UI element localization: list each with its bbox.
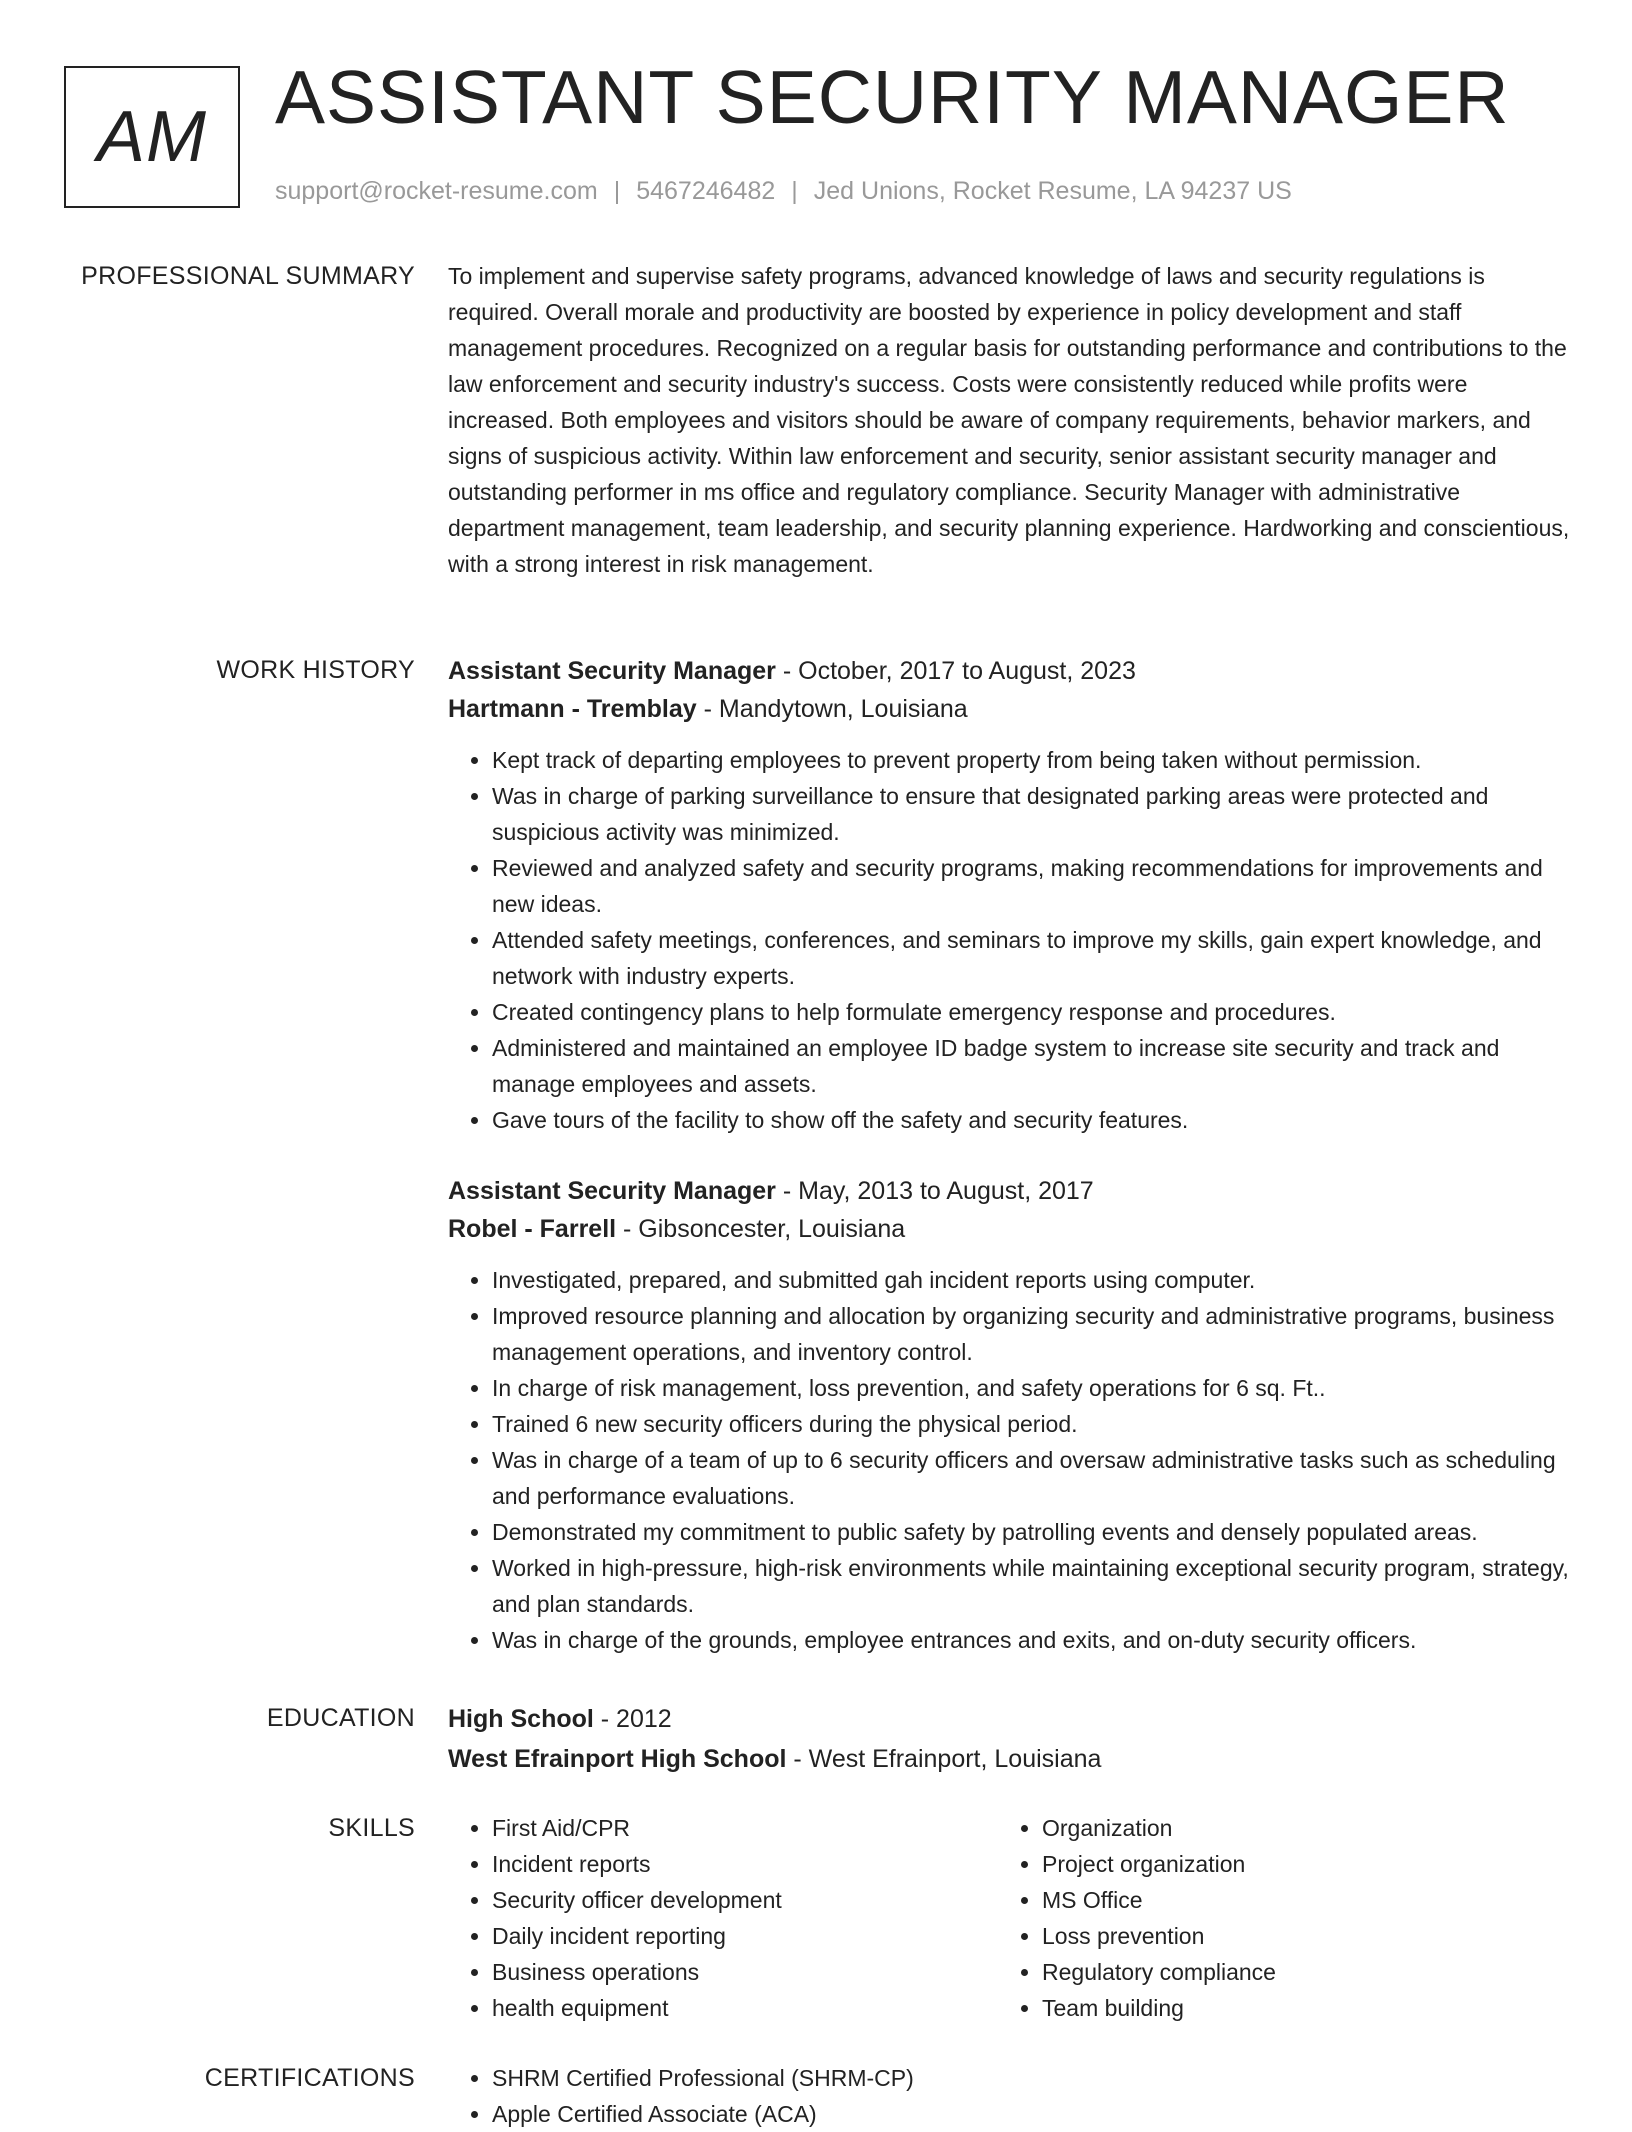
skill-item: • Security officer development	[492, 1882, 998, 1918]
skill-item: • health equipment	[492, 1990, 998, 2026]
skills-list-right	[998, 1810, 1548, 2026]
job-bullet: • Reviewed and analyzed safety and security programs, making recommendations for improvements and new ideas.	[492, 850, 1570, 922]
contact-address: Jed Unions, Rocket Resume, LA 94237 US	[813, 177, 1292, 205]
job-role: Assistant Security Manager	[448, 1177, 776, 1205]
job-bullet: • Administered and maintained an employee ID badge system to increase site security and track and manage employees and assets.	[492, 1030, 1570, 1102]
work-history-heading: WORK HISTORY	[216, 656, 415, 684]
contact-line	[275, 176, 1292, 206]
skills-body	[448, 1810, 1570, 2026]
contact-email[interactable]: support@rocket-resume.com	[275, 177, 598, 205]
job-role: Assistant Security Manager	[448, 657, 776, 685]
job-title-line	[448, 1172, 1570, 1210]
job-bullet-list	[448, 1262, 1570, 1658]
job-entry	[448, 652, 1570, 1138]
education-year: - 2012	[593, 1705, 672, 1733]
monogram-initials: AM	[97, 97, 207, 177]
monogram-box	[64, 66, 240, 208]
contact-separator: |	[791, 177, 798, 205]
certification-item: • Apple Certified Associate (ACA)	[492, 2096, 1570, 2132]
contact-phone[interactable]: 5467246482	[636, 177, 776, 205]
education-degree-line	[448, 1700, 1570, 1738]
education-degree: High School	[448, 1705, 594, 1733]
certifications-body	[448, 2060, 1570, 2132]
job-company: Hartmann - Tremblay	[448, 695, 697, 723]
summary-heading: PROFESSIONAL SUMMARY	[81, 262, 415, 290]
skill-item: • Organization	[1042, 1810, 1548, 1846]
job-company: Robel - Farrell	[448, 1215, 617, 1243]
skill-item: • Regulatory compliance	[1042, 1954, 1548, 1990]
job-title-line	[448, 652, 1570, 690]
certifications-heading: CERTIFICATIONS	[204, 2064, 415, 2092]
skill-item: • Business operations	[492, 1954, 998, 1990]
education-school: West Efrainport High School	[448, 1745, 787, 1773]
work-history-body	[448, 652, 1570, 1658]
job-bullet: • Improved resource planning and allocation by organizing security and administrative programs, business management operations, and inventory control.	[492, 1298, 1570, 1370]
resume-title: ASSISTANT SECURITY MANAGER	[275, 55, 1510, 139]
skill-item: • MS Office	[1042, 1882, 1548, 1918]
job-bullet: • Trained 6 new security officers during the physical period.	[492, 1406, 1570, 1442]
summary-body	[448, 258, 1570, 582]
certification-item: • SHRM Certified Professional (SHRM-CP)	[492, 2060, 1570, 2096]
job-dates: - May, 2013 to August, 2017	[775, 1177, 1094, 1205]
skills-grid	[448, 1810, 1570, 2026]
contact-separator: |	[613, 177, 621, 205]
job-company-line	[448, 1210, 1570, 1248]
job-bullet: • Attended safety meetings, conferences, and seminars to improve my skills, gain expert knowledge, and network with industry experts.	[492, 922, 1570, 994]
job-bullet: • Was in charge of the grounds, employee entrances and exits, and on-duty security officers.	[492, 1622, 1570, 1658]
skill-item: • Loss prevention	[1042, 1918, 1548, 1954]
job-entry	[448, 1172, 1570, 1658]
job-bullet: • Worked in high-pressure, high-risk environments while maintaining exceptional security program, strategy, and plan standards.	[492, 1550, 1570, 1622]
education-location: - West Efrainport, Louisiana	[786, 1745, 1102, 1773]
job-bullet: • Was in charge of a team of up to 6 security officers and oversaw administrative tasks such as scheduling and performance evaluations.	[492, 1442, 1570, 1514]
job-bullet: • Created contingency plans to help formulate emergency response and procedures.	[492, 994, 1570, 1030]
job-location: - Mandytown, Louisiana	[696, 695, 968, 723]
job-company-line	[448, 690, 1570, 728]
job-bullet: • In charge of risk management, loss prevention, and safety operations for 6 sq. Ft..	[492, 1370, 1570, 1406]
job-bullet-list	[448, 742, 1570, 1138]
skill-item: • Team building	[1042, 1990, 1548, 2026]
job-bullet: • Was in charge of parking surveillance to ensure that designated parking areas were protected and suspicious activity was minimized.	[492, 778, 1570, 850]
job-bullet: • Investigated, prepared, and submitted gah incident reports using computer.	[492, 1262, 1570, 1298]
education-body	[448, 1700, 1570, 1778]
skill-item: • Incident reports	[492, 1846, 998, 1882]
job-dates: - October, 2017 to August, 2023	[775, 657, 1136, 685]
job-location: - Gibsoncester, Louisiana	[616, 1215, 906, 1243]
job-bullet: • Gave tours of the facility to show off the safety and security features.	[492, 1102, 1570, 1138]
certifications-list	[448, 2060, 1570, 2132]
education-school-line	[448, 1740, 1570, 1778]
skill-item: • Project organization	[1042, 1846, 1548, 1882]
skills-heading: SKILLS	[328, 1814, 415, 1842]
skill-item: • First Aid/CPR	[492, 1810, 998, 1846]
job-bullet: • Demonstrated my commitment to public safety by patrolling events and densely populated areas.	[492, 1514, 1570, 1550]
summary-text: To implement and supervise safety programs, advanced knowledge of laws and security regulations is required. Overall morale and productivity are boosted by experience in policy development and staff management procedures. Recognized on a regular basis for outstanding performance and contributions to the law enforcement and security industry's success. Costs were consistently reduced while profits were increased. Both employees and visitors should be aware of company requirements, behavior markers, and signs of suspicious activity. Within law enforcement and security, senior assistant security manager and outstanding performer in ms office and regulatory compliance. Security Manager with administrative department management, team leadership, and security planning experience. Hardworking and conscientious, with a strong interest in risk management.	[448, 263, 1570, 577]
skills-list-left	[448, 1810, 998, 2026]
job-bullet: • Kept track of departing employees to prevent property from being taken without permission.	[492, 742, 1570, 778]
education-heading: EDUCATION	[266, 1704, 415, 1732]
skill-item: • Daily incident reporting	[492, 1918, 998, 1954]
